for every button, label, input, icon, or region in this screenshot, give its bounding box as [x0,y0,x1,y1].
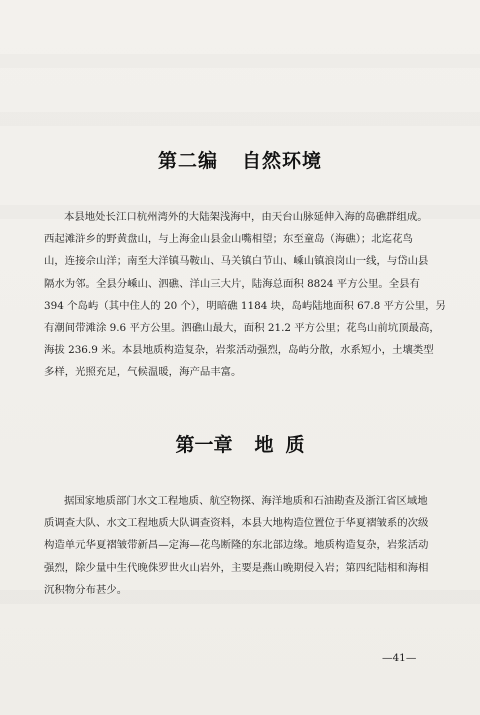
text-line: 构造单元华夏褶皱带新昌—定海—花鸟断隆的东北部边缘。地质构造复杂，岩浆活动 [44,539,429,552]
text-line: 沉积物分布甚少。 [44,583,128,596]
section-title [0,146,480,173]
chapter-title [0,430,480,457]
intro-paragraph [44,206,446,384]
text-line: 强烈，除少量中生代晚侏罗世火山岩外，主要是燕山晚期侵入岩；第四纪陆相和海相 [44,561,429,574]
section-title-name: 自然环境 [242,150,323,172]
text-line: 394 个岛屿（其中住人的 20 个），明暗礁 1184 块，岛屿陆地面积 67.8 平方公里，另 [44,299,446,312]
section-title-number: 第二编 [157,150,218,172]
text-line: 据国家地质部门水文工程地质、航空物探、海洋地质和石油勘查及浙江省区域地 [64,495,428,507]
page-number: —41— [382,652,417,664]
show-through-band [0,54,480,68]
text-line: 海拔 236.9 米。本县地质构造复杂，岩浆活动强烈，岛屿分散，水系短小，土壤类型 [44,344,434,357]
text-line: 隔水为邻。全县分嵊山、泗礁、洋山三大片，陆海总面积 8824 平方公里。全县有 [44,277,420,290]
text-line: 质调查大队、水文工程地质大队调查资料，本县大地构造位置位于华夏褶皱系的次级 [44,517,429,530]
text-line: 多样，光照充足，气候温暖，海产品丰富。 [44,366,242,379]
chapter-title-number: 第一章 [175,434,233,456]
text-line: 有潮间带滩涂 9.6 平方公里。泗礁山最大，面积 21.2 平方公里；花鸟山前坑顶最高， [44,322,440,335]
text-line: 山，连接佘山洋；南至大洋镇马鞍山、马关镇白节山、嵊山镇浪岗山一线，与岱山县 [44,255,429,268]
chapter-title-char-2: 质 [285,434,305,456]
text-line: 西起滩浒乡的野黄盘山，与上海金山县金山嘴相望；东至童岛（海礁）；北迄花鸟 [44,233,413,246]
show-through-band [0,112,480,126]
text-line: 本县地处长江口杭州湾外的大陆架浅海中，由天台山脉延伸入海的岛礁群组成。 [64,211,428,223]
chapter-title-char-1: 地 [254,434,274,456]
geology-paragraph [44,490,442,601]
